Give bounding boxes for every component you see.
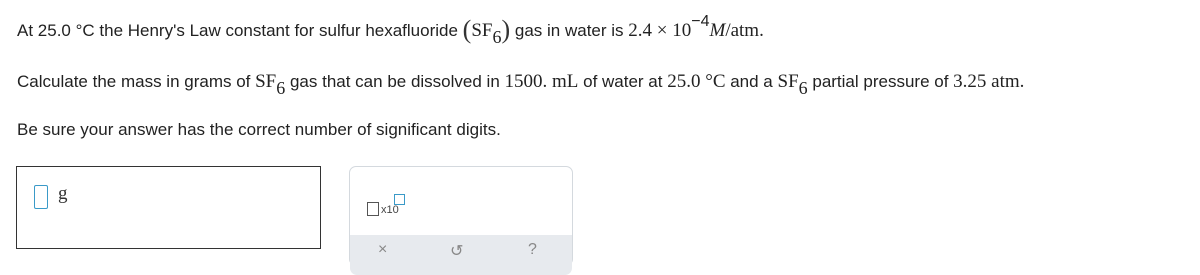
formula-sf6: SF xyxy=(471,20,493,41)
question-line-2 xyxy=(17,71,1025,98)
answer-unit: g xyxy=(58,183,68,204)
scientific-notation-button[interactable] xyxy=(367,194,417,218)
formula-subscript: 6 xyxy=(276,78,286,98)
paren-close: ) xyxy=(501,15,511,44)
question-text: gas in water is xyxy=(510,21,629,40)
exponent-box-icon xyxy=(394,194,405,205)
answer-box[interactable] xyxy=(16,166,321,249)
question-text: gas that can be dissolved in xyxy=(285,72,505,91)
tool-action-bar xyxy=(350,235,572,275)
help-icon[interactable]: ? xyxy=(528,241,537,258)
math-tool-panel xyxy=(349,166,573,266)
x10-label: x10 xyxy=(381,204,399,216)
per-atm-unit: /atm xyxy=(725,20,760,41)
clear-icon[interactable]: × xyxy=(378,241,388,258)
molarity-unit: M xyxy=(709,20,726,41)
formula-sf6: SF xyxy=(777,71,799,92)
temperature-value: 25.0 °C xyxy=(667,71,726,92)
pressure-value: 3.25 atm xyxy=(953,71,1020,92)
formula-subscript: 6 xyxy=(492,27,502,47)
undo-icon[interactable]: ↺ xyxy=(450,243,464,260)
question-text: and a xyxy=(725,72,778,91)
question-text: partial pressure of xyxy=(807,72,954,91)
question-text: Calculate the mass in grams of xyxy=(17,72,256,91)
answer-input[interactable] xyxy=(34,185,48,209)
henry-constant-exponent: −4 xyxy=(691,13,710,30)
question-line-1 xyxy=(17,13,764,47)
henry-constant-value: 2.4 × 10 xyxy=(628,20,692,41)
period: . xyxy=(759,20,764,41)
sig-digits-instruction: Be sure your answer has the correct number of significant digits. xyxy=(17,120,501,139)
period: . xyxy=(1019,71,1025,92)
paren-open: ( xyxy=(462,15,472,44)
question-text: of water at xyxy=(578,72,668,91)
volume-value: 1500. mL xyxy=(504,71,579,92)
mantissa-box-icon xyxy=(367,202,379,216)
question-text: At 25.0 °C the Henry's Law constant for sulfur hexafluoride xyxy=(17,21,463,40)
formula-subscript: 6 xyxy=(798,78,808,98)
formula-sf6: SF xyxy=(255,71,277,92)
